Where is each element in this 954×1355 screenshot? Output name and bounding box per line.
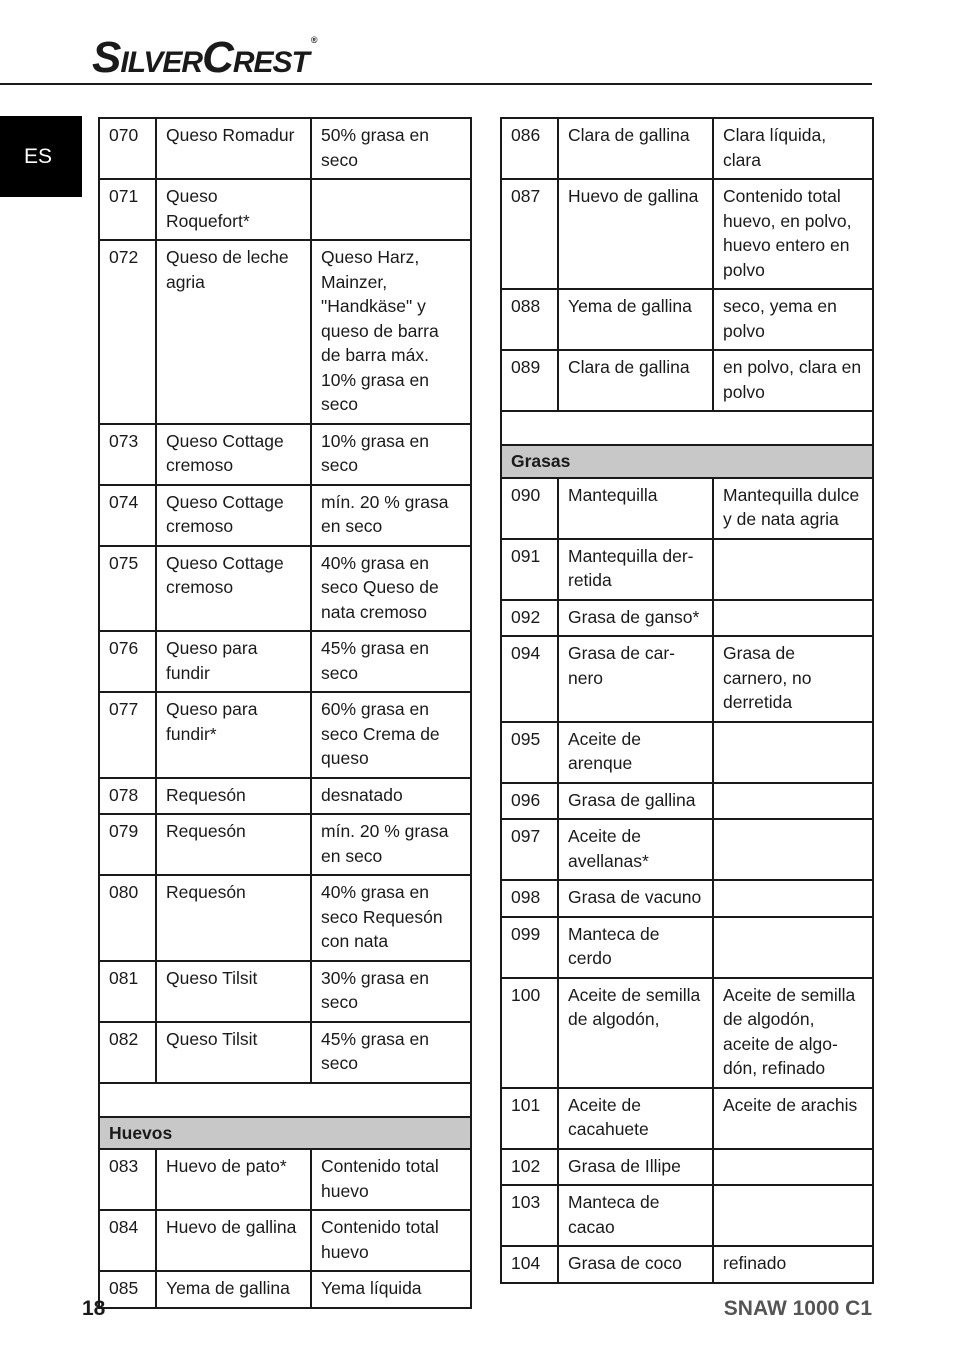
food-name: Grasa de gallina xyxy=(558,783,713,820)
row-number: 086 xyxy=(501,118,558,179)
right-food-table xyxy=(500,117,874,1284)
food-note: mín. 20 % grasa en seco xyxy=(311,814,471,875)
left-food-table xyxy=(98,117,472,1309)
table-row xyxy=(501,350,873,411)
food-name: Queso Cottage cremoso xyxy=(156,546,311,632)
food-name: Queso Roquefort* xyxy=(156,179,311,240)
row-number: 076 xyxy=(99,631,156,692)
food-note: Yema líquida xyxy=(311,1271,471,1308)
row-number: 071 xyxy=(99,179,156,240)
model-name: SNAW 1000 C1 xyxy=(723,1297,872,1320)
row-number: 087 xyxy=(501,179,558,289)
row-number: 090 xyxy=(501,478,558,539)
food-name: Queso Cottage cremoso xyxy=(156,485,311,546)
row-number: 082 xyxy=(99,1022,156,1083)
food-name: Clara de gallina xyxy=(558,118,713,179)
table-row xyxy=(501,636,873,722)
row-number: 097 xyxy=(501,819,558,880)
table-row xyxy=(501,1246,873,1283)
page-number: 18 xyxy=(82,1297,106,1320)
empty-row xyxy=(501,411,873,445)
table-row xyxy=(501,917,873,978)
row-number: 075 xyxy=(99,546,156,632)
row-number: 085 xyxy=(99,1271,156,1308)
row-number: 077 xyxy=(99,692,156,778)
table-row xyxy=(99,814,471,875)
table-row xyxy=(99,692,471,778)
table-row xyxy=(501,600,873,637)
food-note: Queso Harz, Mainzer, "Handkäse" y queso de barra de barra máx. 10% grasa en seco xyxy=(311,240,471,424)
food-note: 45% grasa en seco xyxy=(311,1022,471,1083)
food-name: Manteca de cacao xyxy=(558,1185,713,1246)
food-note: en polvo, clara en polvo xyxy=(713,350,873,411)
row-number: 094 xyxy=(501,636,558,722)
food-name: Requesón xyxy=(156,778,311,815)
table-row xyxy=(501,179,873,289)
table-row xyxy=(99,631,471,692)
empty-row xyxy=(99,1083,471,1117)
food-name: Grasa de vacuno xyxy=(558,880,713,917)
row-number: 088 xyxy=(501,289,558,350)
table-row xyxy=(99,424,471,485)
food-note xyxy=(713,1149,873,1186)
row-number: 072 xyxy=(99,240,156,424)
food-note xyxy=(713,783,873,820)
food-name: Queso de leche agria xyxy=(156,240,311,424)
row-number: 101 xyxy=(501,1088,558,1149)
food-name: Queso para fundir* xyxy=(156,692,311,778)
food-note: desnatado xyxy=(311,778,471,815)
food-note xyxy=(713,880,873,917)
table-row xyxy=(99,961,471,1022)
table-row xyxy=(501,783,873,820)
language-tab: ES xyxy=(0,116,82,197)
table-row xyxy=(501,819,873,880)
table-row xyxy=(99,875,471,961)
table-row xyxy=(501,289,873,350)
section-header-row xyxy=(99,1117,471,1150)
table-row xyxy=(99,1022,471,1083)
row-number: 073 xyxy=(99,424,156,485)
row-number: 079 xyxy=(99,814,156,875)
row-number: 099 xyxy=(501,917,558,978)
food-name: Queso para fundir xyxy=(156,631,311,692)
row-number: 100 xyxy=(501,978,558,1088)
food-name: Clara de gallina xyxy=(558,350,713,411)
food-note: Contenido total huevo xyxy=(311,1210,471,1271)
row-number: 084 xyxy=(99,1210,156,1271)
food-note: Aceite de semilla de algodón, aceite de algo-dón, refinado xyxy=(713,978,873,1088)
food-name: Queso Tilsit xyxy=(156,961,311,1022)
food-note xyxy=(713,1185,873,1246)
table-row xyxy=(501,1088,873,1149)
row-number: 070 xyxy=(99,118,156,179)
table-row xyxy=(99,118,471,179)
food-name: Grasa de coco xyxy=(558,1246,713,1283)
food-name: Mantequilla xyxy=(558,478,713,539)
table-row xyxy=(99,1271,471,1308)
food-note: Contenido total huevo xyxy=(311,1149,471,1210)
section-header-row xyxy=(501,445,873,478)
food-note: Mantequilla dulce y de nata agria xyxy=(713,478,873,539)
table-row xyxy=(501,539,873,600)
table-row xyxy=(99,778,471,815)
table-row xyxy=(501,978,873,1088)
table-row xyxy=(501,118,873,179)
food-note xyxy=(713,819,873,880)
row-number: 092 xyxy=(501,600,558,637)
food-note: seco, yema en polvo xyxy=(713,289,873,350)
food-note: mín. 20 % grasa en seco xyxy=(311,485,471,546)
food-note xyxy=(311,179,471,240)
row-number: 083 xyxy=(99,1149,156,1210)
table-row xyxy=(501,478,873,539)
food-note xyxy=(713,600,873,637)
food-note xyxy=(713,539,873,600)
row-number: 103 xyxy=(501,1185,558,1246)
table-row xyxy=(99,546,471,632)
food-note: 40% grasa en seco Requesón con nata xyxy=(311,875,471,961)
food-name: Manteca de cerdo xyxy=(558,917,713,978)
section-title: Huevos xyxy=(99,1117,471,1150)
food-name: Queso Tilsit xyxy=(156,1022,311,1083)
row-number: 091 xyxy=(501,539,558,600)
food-note: 50% grasa en seco xyxy=(311,118,471,179)
food-note: Contenido total huevo, en polvo, huevo entero en polvo xyxy=(713,179,873,289)
food-name: Mantequilla der-retida xyxy=(558,539,713,600)
row-number: 078 xyxy=(99,778,156,815)
table-row xyxy=(99,240,471,424)
section-title: Grasas xyxy=(501,445,873,478)
food-name: Aceite de arenque xyxy=(558,722,713,783)
row-number: 102 xyxy=(501,1149,558,1186)
food-name: Grasa de car-nero xyxy=(558,636,713,722)
food-note: 10% grasa en seco xyxy=(311,424,471,485)
food-name: Queso Cottage cremoso xyxy=(156,424,311,485)
row-number: 098 xyxy=(501,880,558,917)
food-name: Yema de gallina xyxy=(156,1271,311,1308)
food-name: Huevo de gallina xyxy=(156,1210,311,1271)
header-divider xyxy=(0,83,872,85)
table-row xyxy=(501,1185,873,1246)
food-name: Requesón xyxy=(156,814,311,875)
food-note: 40% grasa en seco Queso de nata cremoso xyxy=(311,546,471,632)
row-number: 081 xyxy=(99,961,156,1022)
row-number: 089 xyxy=(501,350,558,411)
food-name: Grasa de ganso* xyxy=(558,600,713,637)
food-name: Aceite de cacahuete xyxy=(558,1088,713,1149)
table-row xyxy=(99,1149,471,1210)
food-note: 30% grasa en seco xyxy=(311,961,471,1022)
food-note xyxy=(713,917,873,978)
food-note xyxy=(713,722,873,783)
table-row xyxy=(99,1210,471,1271)
row-number: 095 xyxy=(501,722,558,783)
food-name: Huevo de gallina xyxy=(558,179,713,289)
row-number: 104 xyxy=(501,1246,558,1283)
row-number: 096 xyxy=(501,783,558,820)
food-name: Aceite de avellanas* xyxy=(558,819,713,880)
food-name: Queso Romadur xyxy=(156,118,311,179)
row-number: 080 xyxy=(99,875,156,961)
food-name: Aceite de semilla de algodón, xyxy=(558,978,713,1088)
table-row xyxy=(99,485,471,546)
table-row xyxy=(501,1149,873,1186)
food-note: Aceite de arachis xyxy=(713,1088,873,1149)
table-row xyxy=(99,179,471,240)
food-note: 60% grasa en seco Crema de queso xyxy=(311,692,471,778)
brand-logo: SILVERCREST® xyxy=(92,33,317,82)
food-note: Grasa de carnero, no derretida xyxy=(713,636,873,722)
table-row xyxy=(501,722,873,783)
food-note: 45% grasa en seco xyxy=(311,631,471,692)
table-row xyxy=(501,880,873,917)
food-name: Requesón xyxy=(156,875,311,961)
food-note: refinado xyxy=(713,1246,873,1283)
food-name: Grasa de Illipe xyxy=(558,1149,713,1186)
food-note: Clara líquida, clara xyxy=(713,118,873,179)
food-name: Yema de gallina xyxy=(558,289,713,350)
row-number: 074 xyxy=(99,485,156,546)
food-name: Huevo de pato* xyxy=(156,1149,311,1210)
